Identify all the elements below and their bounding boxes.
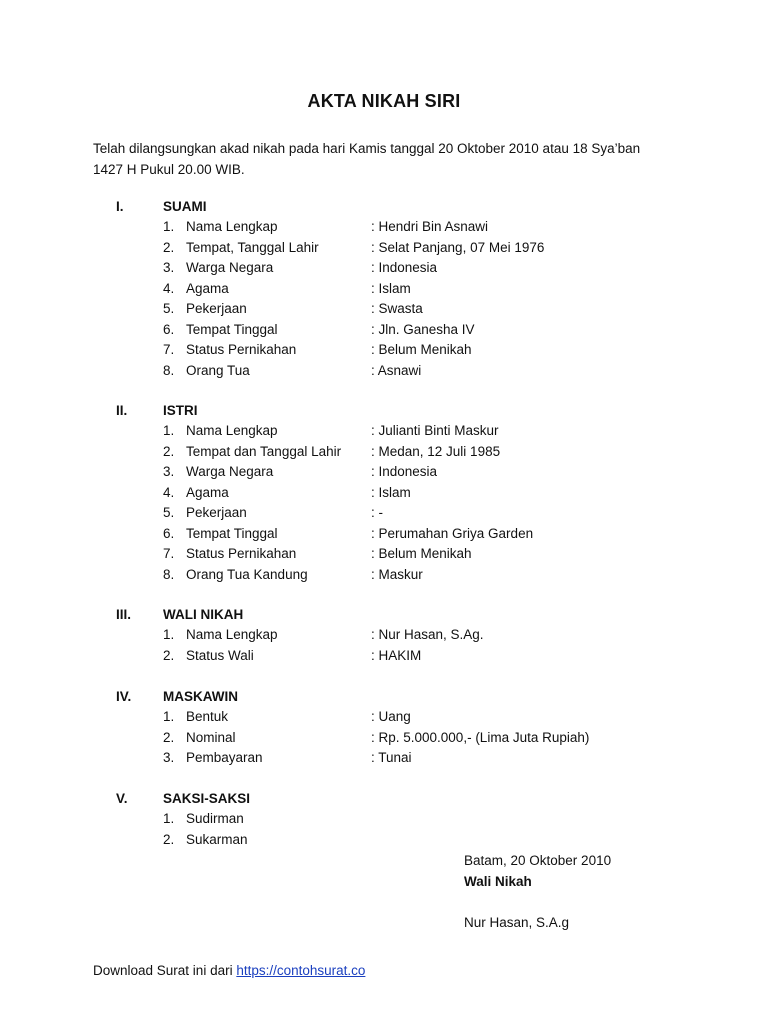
field-no: 6. xyxy=(163,321,175,337)
field-no: 1. xyxy=(163,219,175,234)
field-no: 1. xyxy=(163,423,175,438)
section-numeral: I. xyxy=(116,199,124,214)
field-value: : Hendri Bin Asnawi xyxy=(371,219,489,234)
field-value: : Julianti Binti Maskur xyxy=(371,423,499,438)
field-label: Orang Tua Kandung xyxy=(186,566,308,582)
field-value: : Islam xyxy=(371,280,411,296)
field-row xyxy=(0,627,768,648)
field-no: 8. xyxy=(163,362,175,378)
field-no: 2. xyxy=(163,239,175,255)
field-row xyxy=(0,567,768,588)
section-title: WALI NIKAH xyxy=(163,607,244,622)
field-value: : Tunai xyxy=(371,750,412,765)
field-label: Sukarman xyxy=(186,831,248,847)
field-row xyxy=(0,444,768,465)
field-label: Status Pernikahan xyxy=(186,546,297,561)
field-value: : Perumahan Griya Garden xyxy=(371,525,534,541)
field-value: : Indonesia xyxy=(371,464,438,479)
section-4 xyxy=(0,689,768,771)
field-label: Orang Tua xyxy=(186,362,250,378)
field-row xyxy=(0,811,768,832)
field-row xyxy=(0,423,768,444)
section-heading xyxy=(0,607,768,627)
field-row xyxy=(0,219,768,240)
field-row xyxy=(0,709,768,730)
field-label: Agama xyxy=(186,280,229,296)
field-value: : Medan, 12 Juli 1985 xyxy=(371,443,501,459)
field-no: 2. xyxy=(163,647,175,663)
field-no: 4. xyxy=(163,280,175,296)
section-numeral: III. xyxy=(116,607,132,622)
section-3 xyxy=(0,607,768,668)
field-no: 2. xyxy=(163,729,175,745)
field-value: : Swasta xyxy=(371,301,423,316)
field-row xyxy=(0,526,768,547)
field-row xyxy=(0,730,768,751)
footer-text: Download Surat ini dari xyxy=(93,963,237,978)
field-row xyxy=(0,750,768,771)
field-label: Pekerjaan xyxy=(186,301,247,316)
field-row xyxy=(0,363,768,384)
signature-name: Nur Hasan, S.A.g xyxy=(464,915,570,930)
field-label: Sudirman xyxy=(186,811,244,826)
field-value: : Belum Menikah xyxy=(371,342,472,357)
section-title: ISTRI xyxy=(163,403,198,418)
field-label: Nama Lengkap xyxy=(186,627,278,642)
section-title: MASKAWIN xyxy=(163,689,238,704)
field-no: 5. xyxy=(163,505,175,520)
section-1 xyxy=(0,199,768,383)
field-row xyxy=(0,281,768,302)
field-no: 2. xyxy=(163,831,175,847)
field-row xyxy=(0,485,768,506)
field-value: : Nur Hasan, S.Ag. xyxy=(371,627,484,642)
field-value: : Rp. 5.000.000,- (Lima Juta Rupiah) xyxy=(371,729,590,745)
intro-paragraph: Telah dilangsungkan akad nikah pada hari Kamis tanggal 20 Oktober 2010 atau 18 Sya’ban 1427 H Pukul 20.00 WIB. xyxy=(93,141,641,177)
field-no: 3. xyxy=(163,260,175,275)
section-heading xyxy=(0,403,768,423)
field-label: Nama Lengkap xyxy=(186,219,278,234)
field-no: 3. xyxy=(163,750,175,765)
field-no: 8. xyxy=(163,566,175,582)
field-value: : Selat Panjang, 07 Mei 1976 xyxy=(371,239,545,255)
field-label: Nama Lengkap xyxy=(186,423,278,438)
section-heading xyxy=(0,791,768,811)
field-value: : Islam xyxy=(371,484,411,500)
field-value: : Belum Menikah xyxy=(371,546,472,561)
field-row xyxy=(0,301,768,322)
field-no: 1. xyxy=(163,627,175,642)
field-label: Tempat dan Tanggal Lahir xyxy=(186,443,342,459)
field-no: 1. xyxy=(163,709,175,724)
field-row xyxy=(0,240,768,261)
field-row xyxy=(0,342,768,363)
field-row xyxy=(0,505,768,526)
field-row xyxy=(0,648,768,669)
section-heading xyxy=(0,689,768,709)
field-no: 3. xyxy=(163,464,175,479)
field-label: Agama xyxy=(186,484,229,500)
section-title: SUAMI xyxy=(163,199,207,214)
field-label: Status Wali xyxy=(186,647,254,663)
field-value: : Maskur xyxy=(371,566,423,582)
footer-link[interactable]: https://contohsurat.co xyxy=(236,963,366,978)
section-5 xyxy=(0,791,768,852)
section-title: SAKSI-SAKSI xyxy=(163,791,251,806)
field-no: 5. xyxy=(163,301,175,316)
field-label: Pekerjaan xyxy=(186,505,247,520)
field-row xyxy=(0,464,768,485)
field-value: : Uang xyxy=(371,709,411,724)
field-value: : Jln. Ganesha IV xyxy=(371,321,475,337)
field-row xyxy=(0,322,768,343)
field-label: Tempat Tinggal xyxy=(186,525,278,541)
field-label: Pembayaran xyxy=(186,750,263,765)
field-no: 1. xyxy=(163,811,175,826)
section-numeral: II. xyxy=(116,403,128,418)
field-row xyxy=(0,832,768,853)
field-label: Nominal xyxy=(186,729,236,745)
field-value: : Asnawi xyxy=(371,362,422,378)
signature-place-date: Batam, 20 Oktober 2010 xyxy=(464,853,612,868)
field-label: Warga Negara xyxy=(186,464,274,479)
field-no: 7. xyxy=(163,546,175,561)
field-no: 6. xyxy=(163,525,175,541)
field-value: : Indonesia xyxy=(371,260,438,275)
section-numeral: V. xyxy=(116,791,128,806)
field-label: Bentuk xyxy=(186,709,229,724)
field-no: 2. xyxy=(163,443,175,459)
field-row xyxy=(0,260,768,281)
field-no: 4. xyxy=(163,484,175,500)
field-value: : HAKIM xyxy=(371,647,422,663)
field-label: Warga Negara xyxy=(186,260,274,275)
document-title: AKTA NIKAH SIRI xyxy=(307,91,461,111)
signature-role: Wali Nikah xyxy=(464,874,532,889)
field-label: Tempat, Tanggal Lahir xyxy=(186,239,319,255)
field-row xyxy=(0,546,768,567)
section-2 xyxy=(0,403,768,587)
field-value: : - xyxy=(371,505,383,520)
field-label: Status Pernikahan xyxy=(186,342,297,357)
field-label: Tempat Tinggal xyxy=(186,321,278,337)
section-numeral: IV. xyxy=(116,689,132,704)
field-no: 7. xyxy=(163,342,175,357)
section-heading xyxy=(0,199,768,219)
download-footer xyxy=(93,963,365,978)
